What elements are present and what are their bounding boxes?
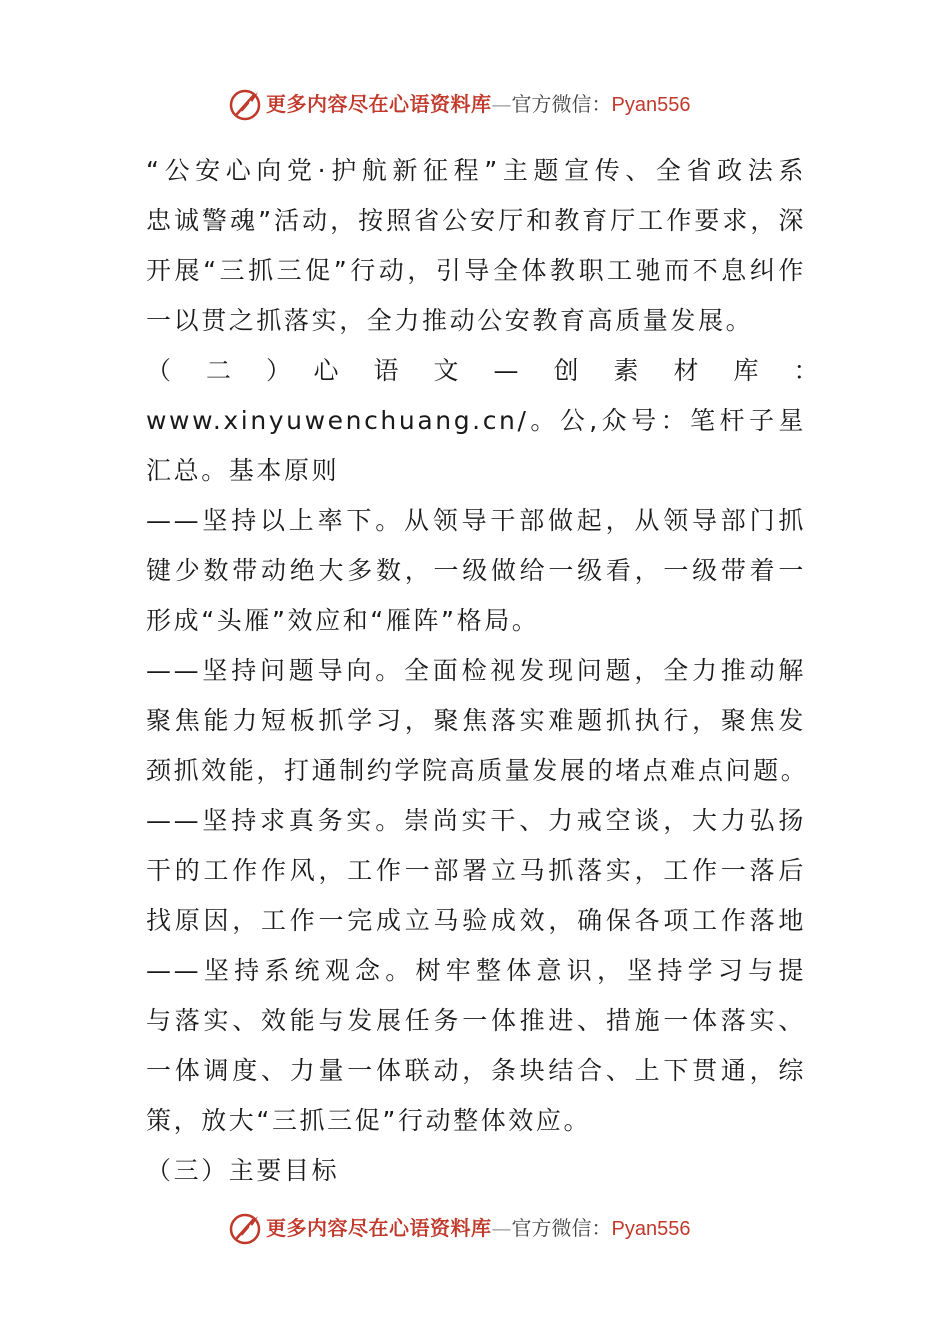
- principle-line: 干的工作作风，工作一部署立马抓落实，工作一落后: [146, 856, 806, 885]
- watermark-separator: —: [491, 1216, 512, 1240]
- paragraph-line: 一以贯之抓落实，全力推动公安教育高质量发展。: [146, 306, 754, 335]
- principle-line: 颈抓效能，打通制约学院高质量发展的堵点难点问题。: [146, 756, 809, 785]
- watermark-wechat-id: Pyan556: [611, 1218, 691, 1240]
- watermark-text: [266, 90, 690, 119]
- paragraph-line: “公安心向党·护航新征程”主题宣传、全省政法系: [146, 156, 806, 185]
- watermark-separator: —: [491, 92, 512, 116]
- quill-logo-icon: [228, 1212, 262, 1246]
- watermark-banner-bottom: [0, 1210, 950, 1246]
- principle-line: 策，放大“三抓三促”行动整体效应。: [146, 1106, 592, 1135]
- principle-line: ——坚持以上率下。从领导干部做起，从领导部门抓: [146, 506, 806, 535]
- principle-line: 形成“头雁”效应和“雁阵”格局。: [146, 606, 540, 635]
- watermark-banner-top: [0, 86, 950, 122]
- document-body: [146, 146, 809, 1196]
- principle-line: ——坚持求真务实。崇尚实干、力戒空谈，大力弘扬: [146, 806, 806, 835]
- watermark-wechat-label: 官方微信：: [511, 92, 612, 116]
- section-heading-line: （ 二 ） 心 语 文 — 创 素 材 库 ：: [146, 356, 806, 385]
- principle-line: 找原因，工作一完成立马验成效，确保各项工作落地: [146, 906, 806, 935]
- watermark-wechat-id: Pyan556: [611, 94, 691, 116]
- principle-line: 一体调度、力量一体联动，条块结合、上下贯通，综: [146, 1056, 806, 1085]
- principle-line: 与落实、效能与发展任务一体推进、措施一体落实、: [146, 1006, 806, 1035]
- paragraph-line: 忠诚警魂”活动，按照省公安厅和教育厅工作要求，深: [146, 206, 806, 235]
- watermark-brand: 更多内容尽在心语资料库: [266, 92, 492, 116]
- quill-logo-icon: [228, 88, 262, 122]
- principle-line: ——坚持系统观念。树牢整体意识，坚持学习与提: [146, 956, 806, 985]
- principle-line: 聚焦能力短板抓学习，聚焦落实难题抓执行，聚焦发: [146, 706, 806, 735]
- watermark-wechat-label: 官方微信：: [511, 1216, 612, 1240]
- principle-line: ——坚持问题导向。全面检视发现问题，全力推动解: [146, 656, 806, 685]
- watermark-brand: 更多内容尽在心语资料库: [266, 1216, 492, 1240]
- section-heading: （三）主要目标: [146, 1156, 340, 1185]
- principle-line: 键少数带动绝大多数，一级做给一级看，一级带着一: [146, 556, 806, 585]
- watermark-text: [266, 1214, 690, 1243]
- section-heading-continuation: 汇总。基本原则: [146, 456, 340, 485]
- url-line: www.xinyuwenchuang.cn/。公,众号：笔杆子星: [146, 406, 806, 435]
- paragraph-line: 开展“三抓三促”行动，引导全体教职工驰而不息纠作: [146, 256, 806, 285]
